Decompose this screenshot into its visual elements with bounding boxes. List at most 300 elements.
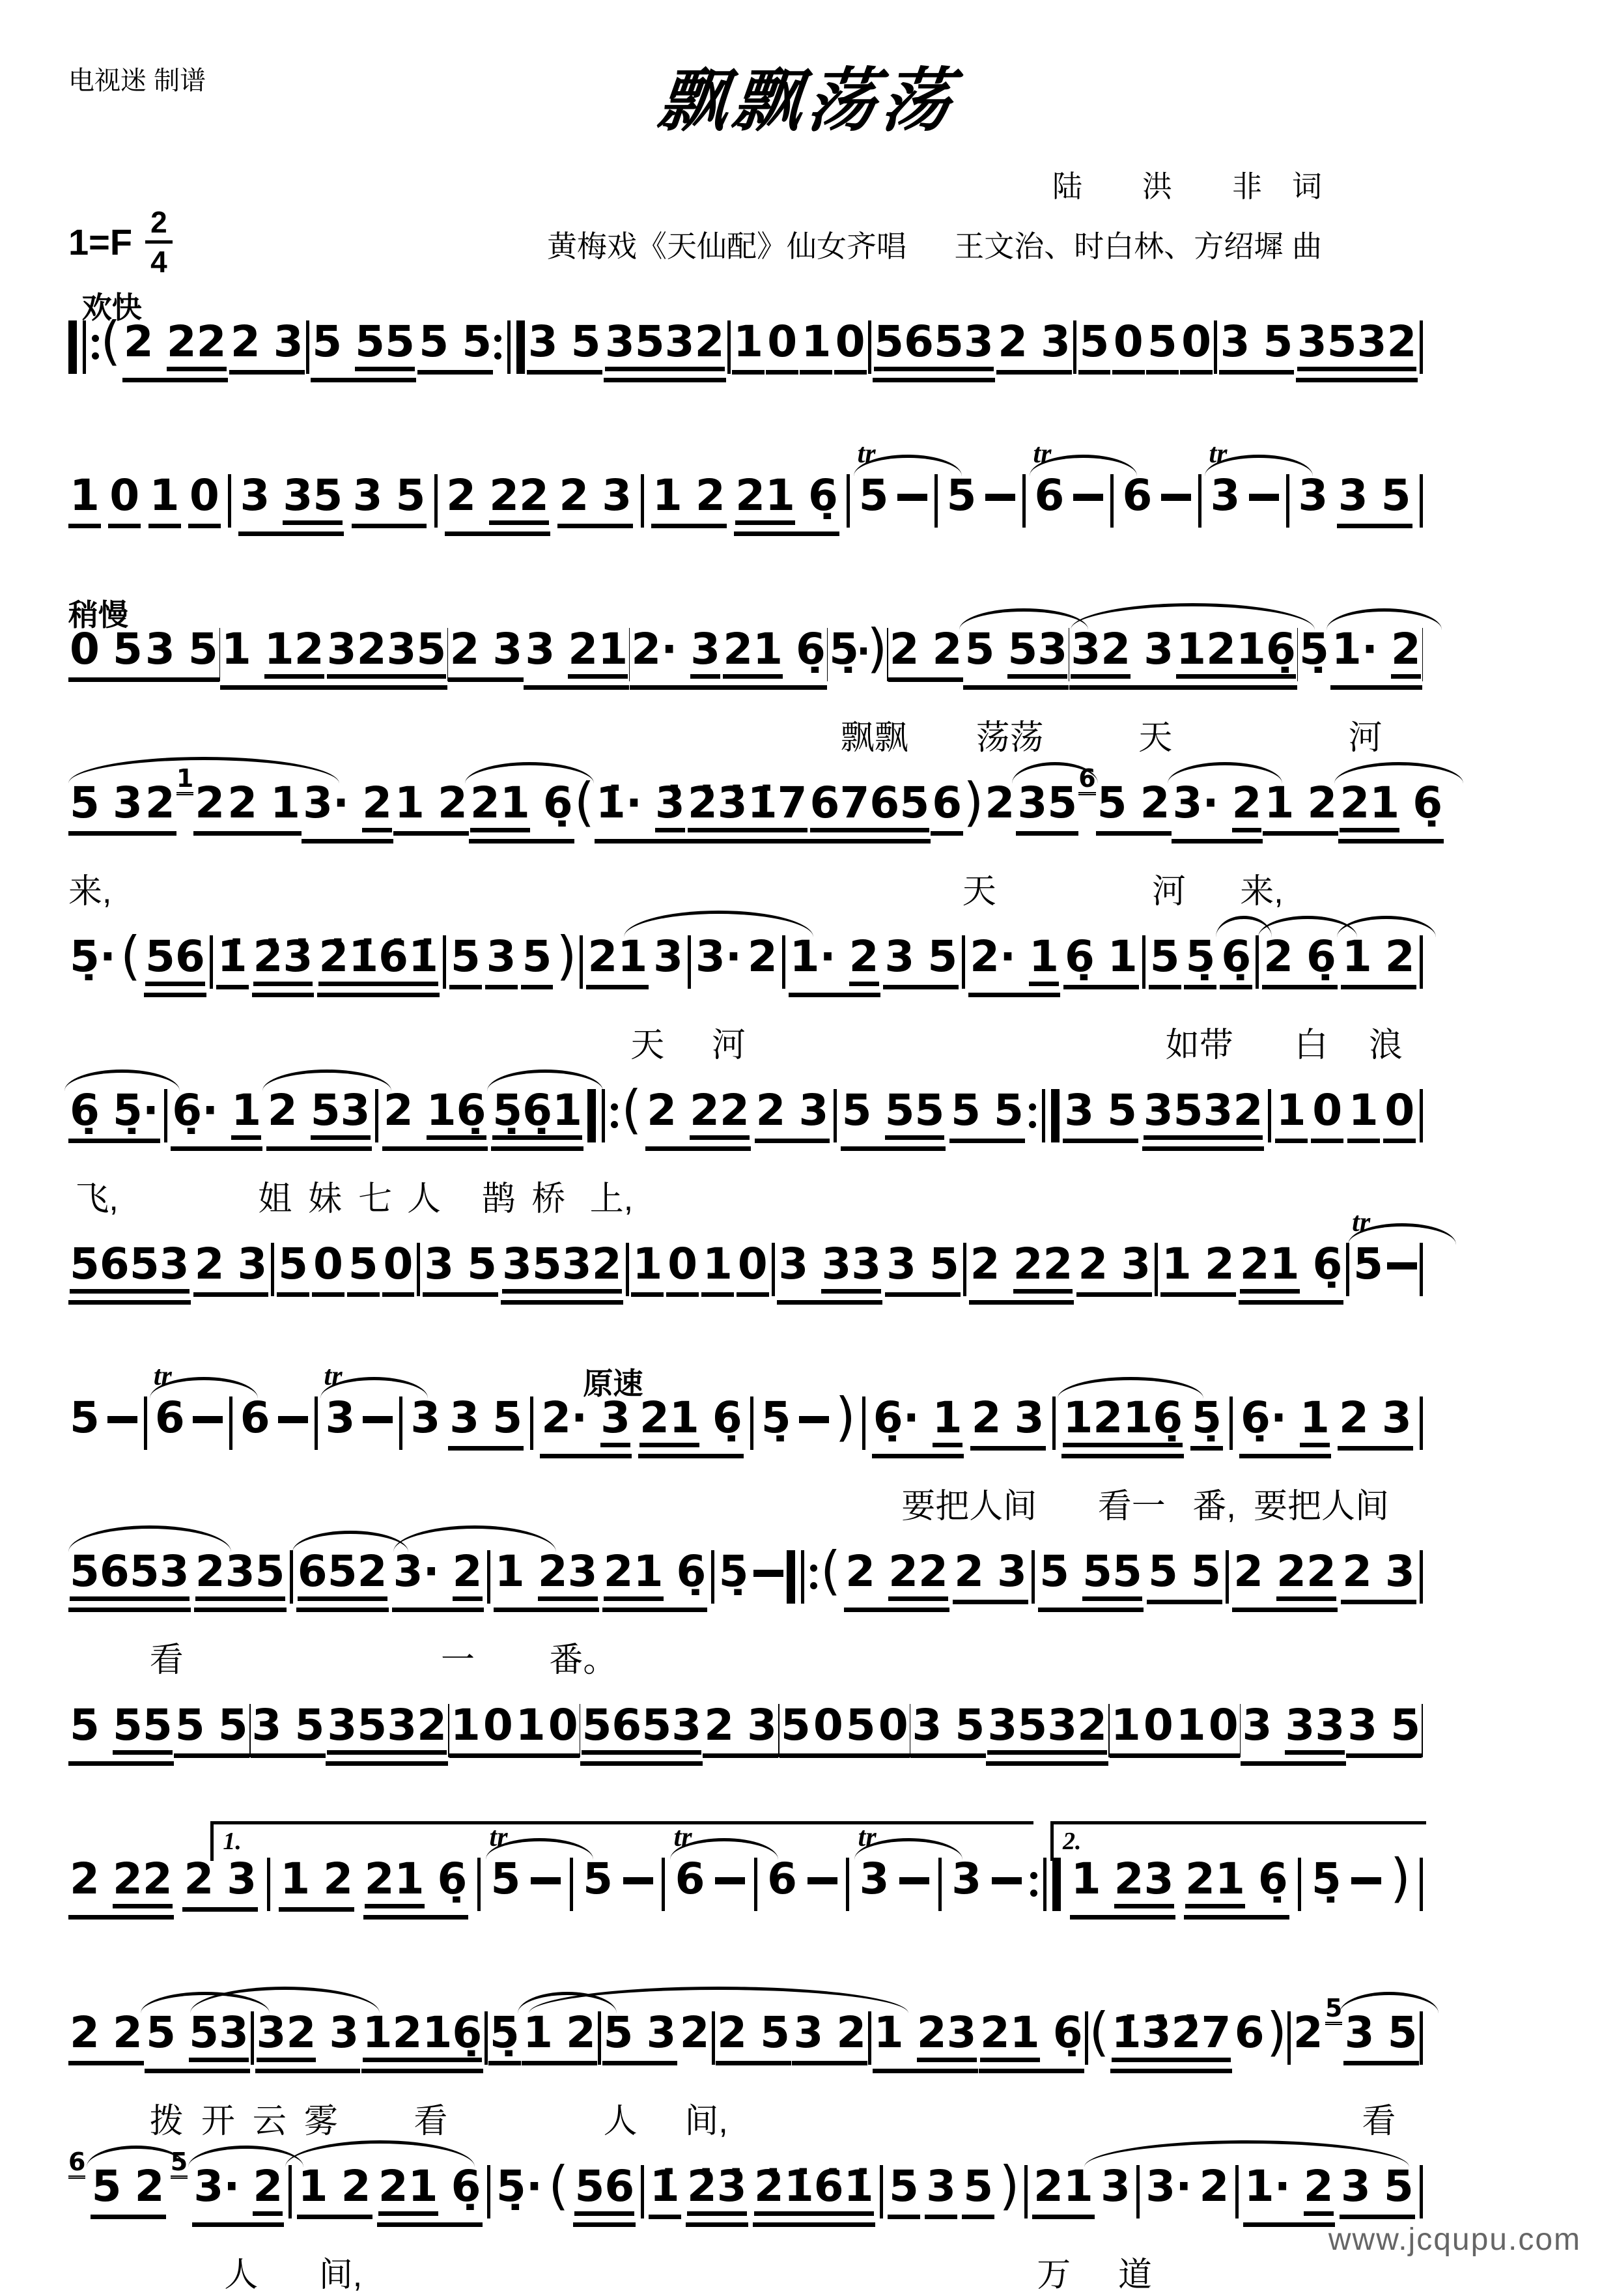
note-part: 23 [538,1550,598,1601]
note-part: 3 [1381,1393,1412,1443]
lyric-word: 飘飘 [840,719,908,757]
lyric-word: 要把人间 [1254,1488,1390,1525]
repeat-dot [1029,1103,1036,1111]
thick-bar [1051,1089,1060,1142]
note-part: 2 [1293,2007,1323,2058]
note-part: 2 [985,778,1015,828]
parenthesis: ) [999,2155,1020,2216]
note-part: 21 [587,931,648,982]
note-unit [252,931,315,997]
note-unit [144,931,206,997]
note-unit [392,1546,484,1612]
note-unit [1142,1700,1175,1758]
note-part: 21 [365,1858,425,1908]
slur-arc [188,2146,303,2167]
note-unit [1330,624,1422,690]
note-part: 1 [298,2161,328,2211]
note-part: 0 [70,624,100,674]
note-unit [216,931,249,989]
repeat-dots [1030,1872,1037,1897]
note-part: 5 [146,2007,176,2058]
note-part: 5 [522,931,552,982]
note-unit [1070,1854,1175,1920]
system-row-wrap [68,1670,1423,1786]
system-row [68,1540,1423,1632]
duration-dash [860,647,867,655]
repeat-dot [1030,1890,1037,1897]
barline [375,1089,378,1142]
note-unit [595,778,686,843]
note-part: 5 [845,1700,876,1750]
note-unit [494,1546,599,1612]
note-unit [1352,1208,1384,1292]
note-part: 22 [690,1089,750,1140]
system-row [68,2147,1423,2247]
note-part: 2 [267,1085,298,1135]
note-part: 35 [283,474,343,525]
note-part: 1 [1071,1854,1101,1904]
note-unit [239,1393,272,1446]
note-part: 2 [1341,1546,1372,1596]
note-part: 3532 [1144,1089,1263,1140]
note-part: 3 [1144,624,1174,674]
note-unit [1016,778,1078,836]
slur-arc [1327,608,1442,630]
note-unit [950,1854,983,1907]
note-part: 3 [1121,1239,1151,1289]
note-unit [631,1239,664,1297]
barline [1420,935,1423,989]
note-part: 5 [278,1239,309,1289]
lyric-word: 一 [441,1641,475,1679]
repeat-dots [92,335,99,360]
note-part: 3 [1344,2007,1375,2058]
trill-label: tr [489,1822,508,1852]
note-part: 0 [667,1239,698,1289]
barline [727,320,731,374]
note-part: 6̣ [1052,2007,1083,2058]
note-part: 3 [449,1393,480,1443]
note-unit [883,931,959,989]
note-part: 2 [836,2007,867,2058]
grace-note: 6 [68,2149,85,2179]
note-unit [1121,470,1153,524]
barline [1420,1396,1423,1450]
note-unit [182,1854,258,1912]
barline [580,935,583,989]
note-part: 6̣ [676,1546,707,1596]
note-part: 2 [134,2161,165,2211]
note-part: 6̣ [542,778,573,828]
note-unit [789,931,880,997]
note-part: 3 [325,1393,356,1443]
note-part: 1 [1264,778,1295,828]
trill-label: tr [1209,439,1228,469]
music-system [68,1209,1423,1325]
note-part: 1 [70,470,100,520]
note-unit [296,1546,389,1612]
note-part: 2 [695,470,725,520]
note-part: 5 [994,1085,1024,1135]
barline [570,1858,573,1911]
note-unit [1099,2161,1132,2215]
note-part: 3 [352,470,383,520]
note-part: 2 [971,1393,1002,1443]
note-part: 0 [1143,1700,1173,1750]
note-part: 6̣ [70,1085,100,1135]
barline [229,1396,232,1450]
barline [1022,474,1026,528]
note-unit [873,2007,978,2073]
note-unit [1298,624,1330,677]
note-unit [845,1700,877,1758]
note-part: 2 [1391,628,1421,679]
note-unit [68,470,101,528]
barline [1420,1089,1423,1142]
repeat-dot [494,335,501,342]
grace-note: 5 [1325,1996,1342,2025]
note-unit [834,317,867,375]
barline [641,2165,644,2218]
duration-dash [808,1877,837,1884]
lyrics-row [68,2247,1423,2294]
note-part: 5 [492,1393,523,1443]
lyrics-row [68,1632,1423,1679]
note-part: 3 [1340,2161,1371,2211]
repeat-start-barline [787,1550,817,1604]
note-part: 5̣ [829,624,860,674]
note-part: 3 [1242,1700,1272,1750]
note-part: 2 [647,1085,677,1135]
repeat-dot [810,1582,817,1589]
system-row-wrap [68,287,1423,403]
lyric-word: 间, [684,2103,728,2140]
note-unit [1198,2161,1230,2215]
note-unit [514,1700,547,1758]
note-part: 2 [323,1854,354,1904]
note-part: 6̣ [808,470,838,520]
note-unit [809,778,931,843]
lyric-word: 拨 [149,2103,184,2140]
note-part: 3 [926,2161,957,2211]
note-unit [448,1393,524,1451]
thin-bar [1042,1089,1045,1142]
note-part: 0 [813,1700,843,1750]
note-unit [737,1239,769,1297]
note-part: 6 [1122,470,1153,520]
barline [772,1243,775,1296]
lyric-word: 天 [962,873,996,911]
thin-bar [801,1550,804,1604]
note-part: 2 [954,1546,984,1596]
duration-dash [363,1416,393,1423]
note-part: 2 [1338,1393,1369,1443]
barline [754,1858,757,1911]
note-part: 56 [145,935,205,986]
note-unit [841,1085,946,1151]
note-unit [1239,1239,1344,1305]
note-unit [766,317,798,375]
note-part: 1̇ [217,931,247,982]
note-part: 3 [1384,1546,1415,1596]
note-unit [68,2007,144,2065]
barline [1198,474,1201,528]
note-part: 5 [1097,778,1127,828]
note-part: 5 [1149,931,1180,982]
note-part: 3 [1014,1393,1045,1443]
lyric-word: 要把人间 [901,1488,1037,1525]
note-part: 2 [1078,1239,1108,1289]
barline [315,1396,318,1450]
note-unit [363,1854,469,1920]
note-part: 22 [888,1550,948,1601]
note-unit [673,1822,707,1907]
note-part: 5653 [70,1243,190,1294]
lyrics-row [68,1017,1423,1064]
note-part: 2 [446,470,477,520]
note-unit [645,1085,751,1151]
note-unit [1146,317,1179,375]
duration-dash [193,1416,223,1423]
note-unit [580,1700,703,1766]
note-unit [1175,624,1297,690]
note-part: 5̣ [1299,624,1329,674]
note-part: 21 [568,628,628,679]
barline [662,1858,665,1911]
note-part: 3 [884,931,915,982]
note-part: 2 [194,1239,225,1289]
note-unit [194,1546,287,1612]
note-part: 6̣ [796,624,826,674]
trill-label: tr [1352,1208,1371,1238]
duration-dash [1387,1262,1417,1269]
note-part: 5̣· [112,1085,159,1135]
note-unit [144,624,219,682]
note-part: 3 [424,1239,455,1289]
parenthesis: ( [574,772,595,832]
note-part: 3· [1145,2161,1192,2211]
note-unit [666,1239,699,1297]
note-part: 5 [1381,470,1411,520]
barline [1420,474,1423,528]
system-row-wrap [68,1516,1423,1632]
note-part: 3235 [327,628,447,679]
note-part: 3 [112,778,143,828]
note-part: 6̣ [1306,931,1336,982]
note-part: 5̣ [1192,1393,1222,1443]
note-part: 2 [1263,931,1293,982]
note-part: 3 [600,1396,630,1447]
lyric-word: 人 [407,1180,442,1218]
music-system [68,901,1423,1064]
note-unit [382,1085,488,1151]
note-unit [352,470,427,528]
note-part: 6̣ [1412,778,1443,828]
note-unit [1383,1085,1416,1143]
note-unit [220,624,326,690]
note-part: 3 [410,1393,441,1443]
note-unit [582,1854,614,1907]
note-unit [1239,1393,1331,1458]
note-part: 1̇3̇2̇7 [1112,2011,1231,2062]
parenthesis: ( [120,926,141,986]
lyric-word: 如带 [1165,1027,1233,1064]
note-unit [602,2007,678,2065]
note-unit [718,1546,750,1600]
lyrics-row [68,2093,1423,2140]
system-row-wrap [68,1977,1423,2093]
repeat-end-barline [494,320,525,374]
note-part: 2 [704,1700,735,1750]
barline [934,474,938,528]
note-part: 5 [112,624,143,674]
note-part: 16̣ [427,1089,486,1140]
note-part: 5 [780,1700,811,1750]
note-part: 3 [486,931,516,982]
note-unit [393,778,469,836]
note-part: 5 [1390,1700,1421,1750]
volta-label: 1. [223,1828,242,1855]
slur-arc [292,1531,408,1552]
key-signature: 1=F [68,221,133,262]
note-unit [302,778,393,843]
note-unit [1219,317,1295,375]
thick-bar [787,1550,795,1604]
note-unit [649,2161,681,2219]
lyric-word: 荡荡 [976,719,1044,757]
system-row-wrap [68,2131,1423,2247]
note-unit [701,1239,734,1297]
duration-dash [897,494,927,501]
note-part: 2 [341,2161,371,2211]
note-part: 3 [793,2007,824,2058]
note-unit [1263,778,1338,836]
note-part: 1 [221,624,251,674]
note-part: 3 [859,1854,890,1904]
note-unit [229,317,305,375]
repeat-end-barline [1029,1089,1060,1142]
lyrics-row [68,710,1423,757]
note-part: 5 [450,931,481,982]
note-unit [297,2161,372,2219]
note-part: 21 [604,1550,664,1601]
barline [846,1858,849,1911]
note-part: 5 [1383,2161,1414,2211]
note-part: 1216̣ [1176,628,1296,679]
barline [938,1858,942,1911]
note-part: 3 [240,470,270,520]
note-unit [1241,1700,1346,1766]
duration-dash [799,1416,829,1423]
note-unit [1175,1700,1207,1758]
barline [399,1396,402,1450]
barline [1226,1550,1229,1604]
note-unit [266,1085,372,1151]
note-unit [873,317,995,382]
note-part: 3 [653,931,684,982]
note-part: 5̣ [718,1546,749,1596]
system-row-wrap [68,1363,1423,1479]
note-part: 0 [1113,317,1144,367]
key-time-signature [68,207,173,277]
note-part: 6 [675,1854,705,1904]
lyric-word: 人 [224,2256,259,2294]
note-unit [491,1085,583,1151]
trill-label: tr [673,1822,692,1852]
note-unit [255,2007,361,2073]
system-row [68,926,1423,1017]
note-part: 5 [1107,1085,1138,1135]
barline [1136,2165,1140,2218]
note-part: 3 [798,1085,829,1135]
note-unit [108,470,141,528]
note-part: 35 [1017,778,1078,828]
note-unit [469,778,574,843]
barline [962,935,965,989]
note-unit [638,1393,744,1458]
note-part: 5̣ [761,1393,791,1443]
note-unit [449,931,482,989]
note-part: 0 [383,1239,414,1289]
barline [834,1089,837,1142]
note-unit [1184,931,1216,989]
note-part: 3 [951,1854,982,1904]
note-unit [686,2161,748,2227]
note-part: 3 [646,2007,677,2058]
note-unit [925,2161,957,2219]
note-unit [885,1239,961,1297]
repeat-dot [810,1565,817,1572]
note-unit [317,931,440,997]
note-unit [145,2007,250,2073]
slur-arc [64,1070,180,1091]
note-unit [226,778,302,836]
note-unit [1144,2161,1193,2215]
note-part: 22 [1013,1243,1073,1294]
note-part: 2 [453,1550,483,1601]
system-row [68,764,1443,864]
note-part: 1216̣ [363,2011,483,2062]
note-unit [1310,1854,1343,1907]
note-part: 5 [929,1239,959,1289]
note-unit [1207,1700,1240,1758]
barline [1420,2011,1423,2065]
note-part: 2 [1233,1546,1264,1596]
note-part: 1 [702,1239,733,1289]
note-part: 2 [1232,782,1262,832]
barline [306,320,309,374]
duration-dash [753,1570,783,1577]
note-part: 5̣ [1311,1854,1341,1904]
note-part: 3· [303,778,350,828]
barline [290,1550,293,1604]
note-unit [983,778,1016,831]
barline [880,2165,883,2218]
note-part: 21 [735,474,795,525]
note-unit [524,624,629,690]
note-part: 3· [1172,778,1219,828]
note-unit [953,1546,1028,1604]
tempo-label: 欢快 [81,291,142,324]
note-unit [844,1546,949,1612]
score-body [0,287,1615,2294]
slur-arc [1334,762,1463,784]
note-part: 3 [1220,317,1250,367]
note-unit [417,317,493,375]
note-unit [1033,439,1066,524]
music-system [68,1824,1423,1940]
note-unit [652,931,684,985]
